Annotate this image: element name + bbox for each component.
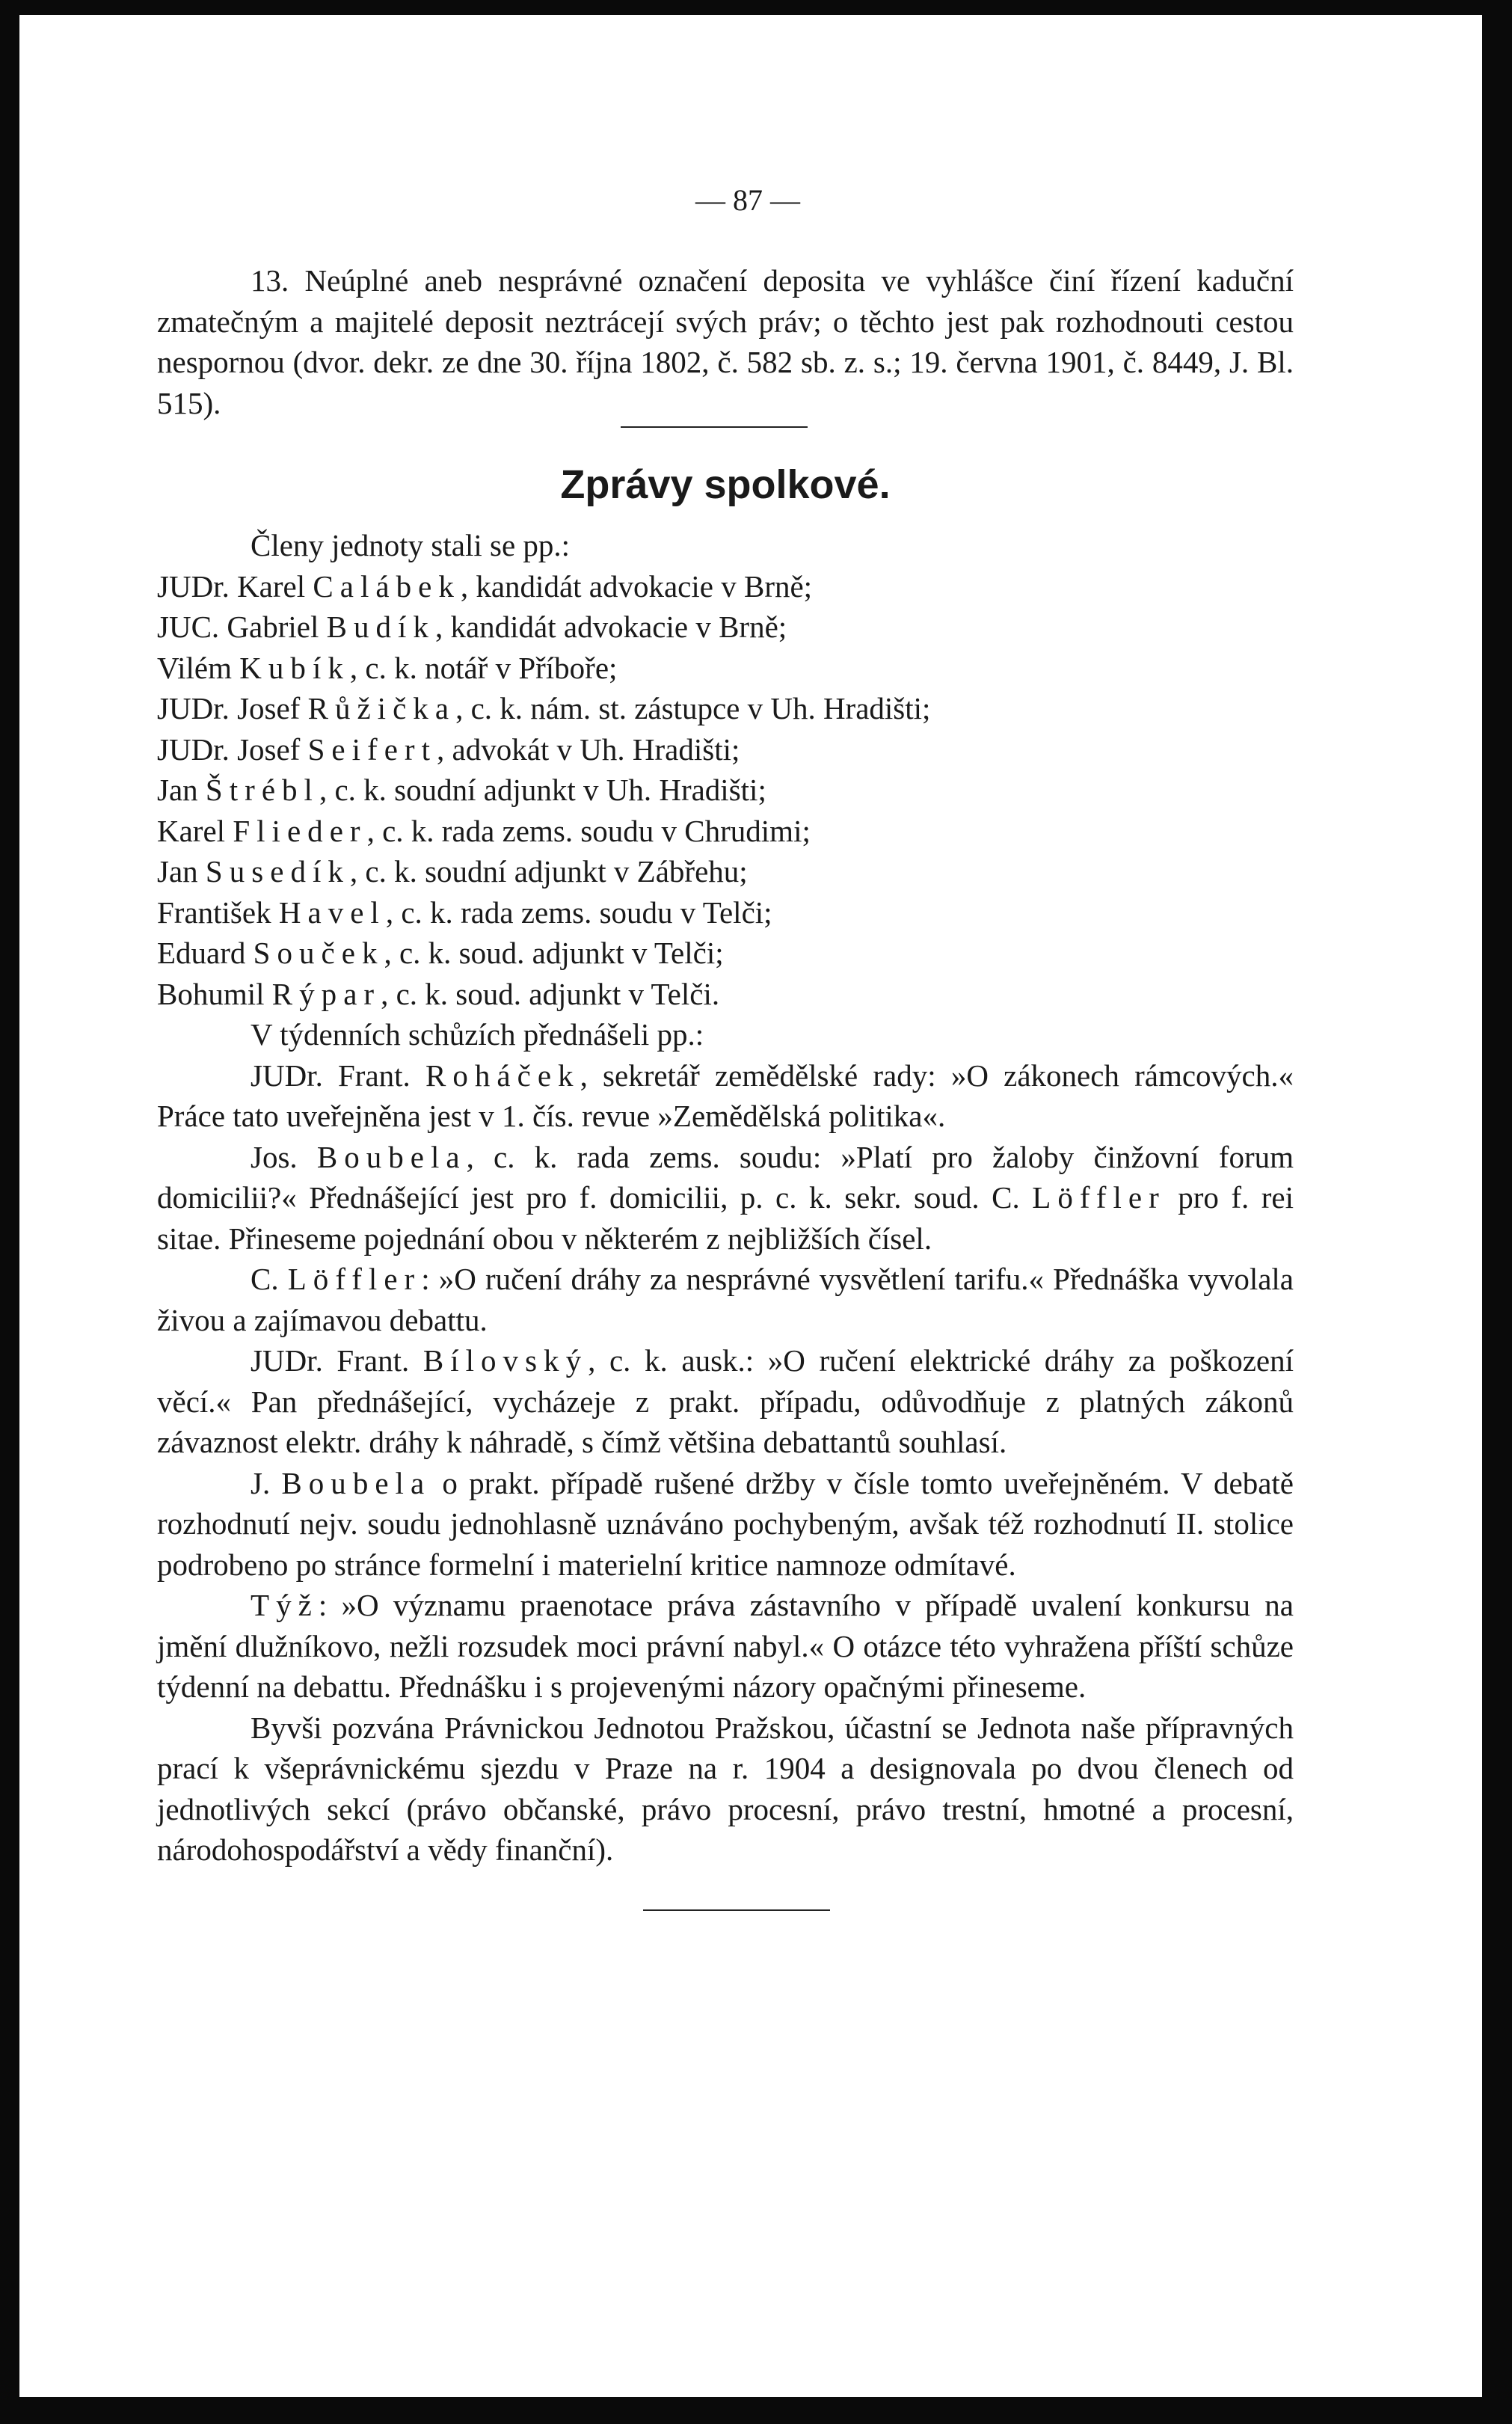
lectures-list — [157, 1055, 1294, 1707]
section-divider — [621, 426, 808, 428]
member-entry: Jan Štrébl, c. k. soudní adjunkt v Uh. Hradišti; — [157, 773, 766, 807]
lecture-paragraph: Týž: »O významu praenotace práva zástavního v případě uvalení konkursu na jmění dlužníkovo, nežli rozsudek moci právní nabyl.« O otázce této vyhražena příští schůze týdenní na debattu. Přednášku i s projevenými názory opačnými přineseme. — [157, 1588, 1294, 1704]
member-entry: JUDr. Karel Calábek, kandidát advokacie v Brně; — [157, 568, 813, 604]
member-entry: JUDr. Josef Růžička, c. k. nám. st. zástupce v Uh. Hradišti; — [157, 691, 931, 725]
member-entry: JUDr. Josef Seifert, advokát v Uh. Hradišti; — [157, 731, 740, 767]
end-divider — [643, 1909, 830, 1911]
member-entry: Jan Susedík, c. k. soudní adjunkt v Zábřehu; — [157, 854, 748, 889]
closing-paragraph: Byvši pozvána Právnickou Jednotou Pražskou, účastní se Jednota naše přípravných prací k všeprávnickému sjezdu v Praze na r. 1904 a designovala po dvou členech od jednotlivých sekcí (právo občanské, právo procesní, právo trestní, hmotné a procesní, národohospodářství a vědy finanční). — [157, 1710, 1294, 1867]
section-heading: Zprávy spolkové. — [560, 462, 891, 507]
member-entry: Karel Flieder, c. k. rada zems. soudu v Chrudimi; — [157, 813, 811, 848]
member-entry: František Havel, c. k. rada zems. soudu v Telči; — [157, 895, 772, 930]
member-entry: JUC. Gabriel Budík, kandidát advokacie v Brně; — [157, 610, 787, 644]
document-page — [157, 180, 1294, 1911]
lecture-paragraph: Jos. Boubela, c. k. rada zems. soudu: »Platí pro žaloby činžovní forum domicilii?« Přednášející jest pro f. domicilii, p. c. k. sekr. soud. C. Löffler pro f. rei sitae. Přineseme pojednání obou v některém z nejbližších čísel. — [157, 1139, 1294, 1256]
lecture-paragraph: JUDr. Frant. Bílovský, c. k. ausk.: »O ručení elektrické dráhy za poškození věcí.« Pan přednášející, vycházeje z prakt. případu, odůvodňuje z platných zákonů závaznost elektr. dráhy k náhradě, s čímž většina debattantů souhlasí. — [157, 1343, 1294, 1459]
member-entry: Eduard Souček, c. k. soud. adjunkt v Telči; — [157, 936, 724, 970]
member-entry: Vilém Kubík, c. k. notář v Příboře; — [157, 650, 618, 685]
lectures-intro: V týdenních schůzích přednášeli pp.: — [251, 1017, 704, 1052]
note-13: 13. Neúplné aneb nesprávné označení deposita ve vyhlášce činí řízení kaduční zmatečným a majitelé deposit neztrácejí svých práv; o těchto jest pak rozhodnouti cestou nespornou (dvor. dekr. ze dne 30. října 1802, č. 582 sb. z. s.; 19. června 1901, č. 8449, J. Bl. 515). — [157, 263, 1294, 420]
member-entry: Bohumil Rýpar, c. k. soud. adjunkt v Telči. — [157, 976, 720, 1011]
lecture-paragraph: J. Boubela o prakt. případě rušené držby v čísle tomto uveřejněném. V debatě rozhodnutí nejv. soudu jednohlasně uznáváno pochybeným, avšak též rozhodnutí II. stolice podrobeno po stránce formelní i materielní kritice namnoze odmítavé. — [157, 1465, 1294, 1582]
members-list — [157, 566, 1294, 1015]
page-number: — 87 — — [695, 183, 800, 217]
members-intro: Členy jednoty stali se pp.: — [251, 528, 571, 562]
lecture-paragraph: C. Löffler: »O ručení dráhy za nesprávné vysvětlení tarifu.« Přednáška vyvolala živou a zajímavou debattu. — [157, 1262, 1294, 1337]
lecture-paragraph: JUDr. Frant. Roháček, sekretář zemědělské rady: »O zákonech rámcových.« Práce tato uveřejněna jest v 1. čís. revue »Zemědělská politika«. — [157, 1058, 1294, 1133]
